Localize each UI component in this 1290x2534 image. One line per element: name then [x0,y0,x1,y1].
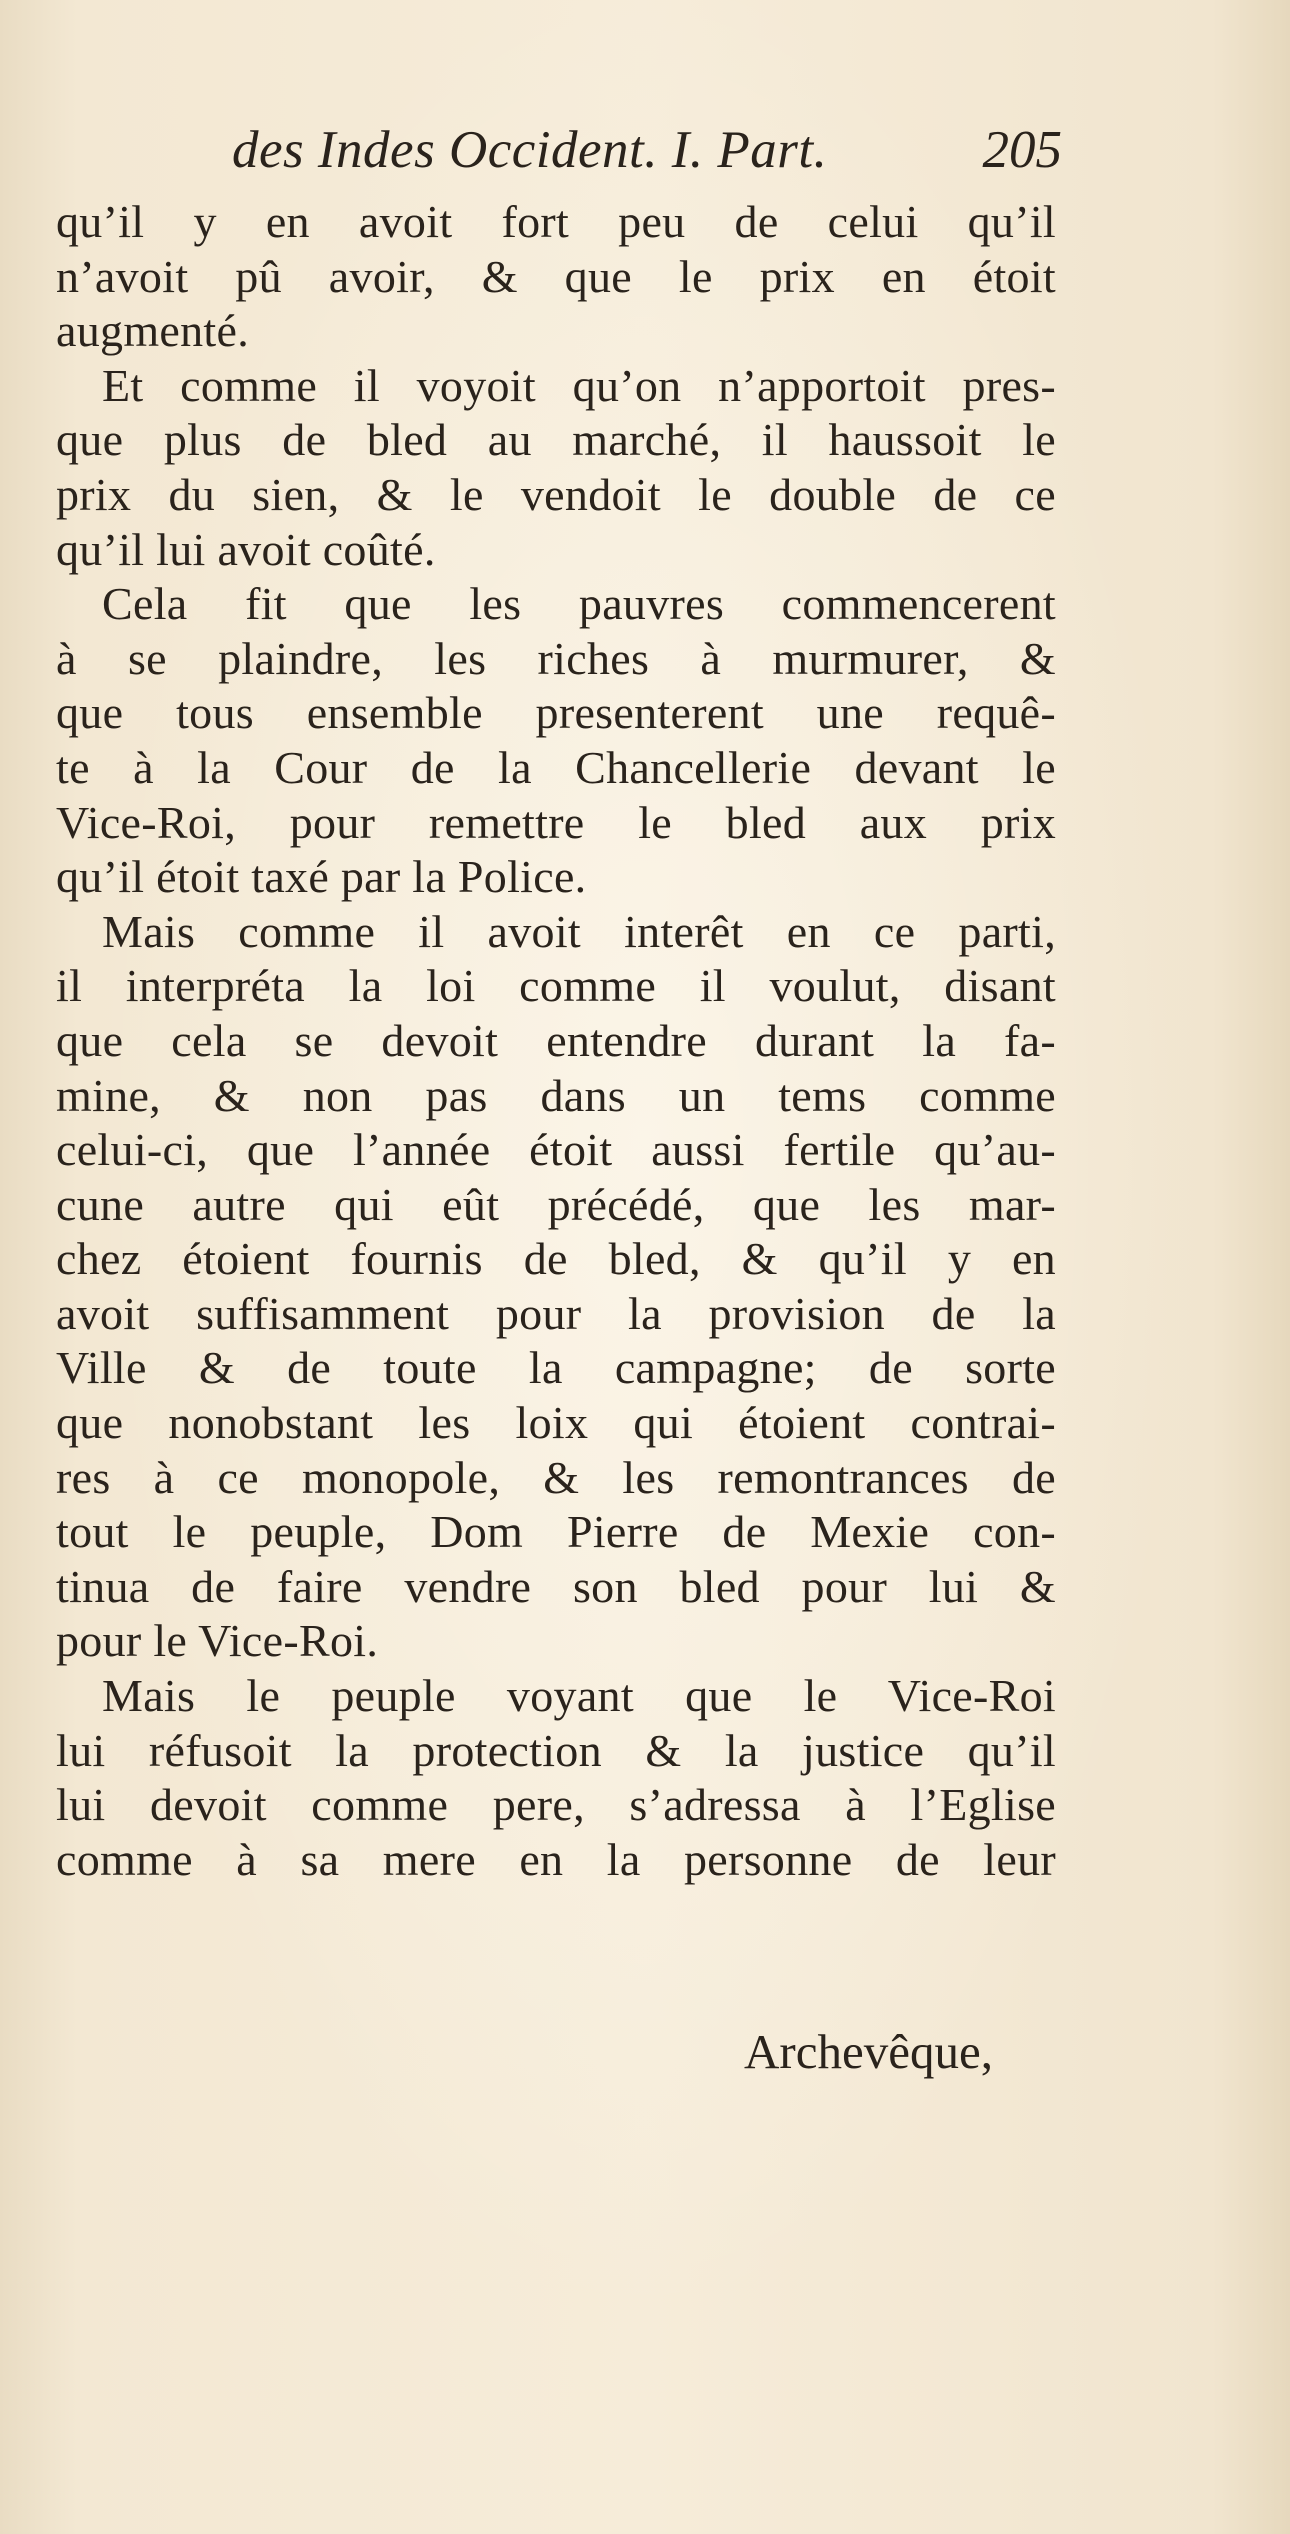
text-line: avoit suffisamment pour la provision de la [56,1287,1056,1339]
text-line: que tous ensemble presenterent une requê- [56,687,1056,739]
text-line: il interpréta la loi comme il voulut, disant [56,960,1056,1012]
catchword: Archevêque, [744,2024,993,2079]
text-line: te à la Cour de la Chancellerie devant le [56,741,1056,793]
text-line: qu’il lui avoit coûté. [56,523,436,575]
text-line: Ville & de toute la campagne; de sorte [56,1342,1056,1394]
text-line: prix du sien, & le vendoit le double de ce [56,468,1056,520]
text-line: chez étoient fournis de bled, & qu’il y en [56,1233,1056,1285]
text-line: Cela fit que les pauvres commencerent [102,578,1056,630]
text-line: augmenté. [56,305,250,357]
text-line: pour le Vice-Roi. [56,1615,379,1667]
text-line: lui réfusoit la protection & la justice qu’il [56,1724,1056,1776]
text-line: res à ce monopole, & les remontrances de [56,1451,1056,1503]
text-line: qu’il y en avoit fort peu de celui qu’il [56,196,1056,247]
text-line: tout le peuple, Dom Pierre de Mexie con- [56,1506,1056,1558]
page-header [232,120,1062,190]
text-line: que plus de bled au marché, il haussoit le [56,414,1056,466]
text-line: à se plaindre, les riches à murmurer, & [56,632,1056,684]
text-line: que nonobstant les loix qui étoient contrai- [56,1397,1056,1449]
text-line: que cela se devoit entendre durant la fa- [56,1014,1056,1066]
running-head: des Indes Occident. I. Part. [232,121,828,179]
text-line: qu’il étoit taxé par la Police. [56,851,587,903]
text-line: Et comme il voyoit qu’on n’apportoit pres- [102,359,1056,411]
text-line: tinua de faire vendre son bled pour lui & [56,1560,1056,1612]
text-line: cune autre qui eût précédé, que les mar- [56,1178,1056,1230]
text-line: n’avoit pû avoir, & que le prix en étoit [56,250,1056,302]
text-line: celui-ci, que l’année étoit aussi fertile qu’au- [56,1124,1056,1176]
text-line: comme à sa mere en la personne de leur [56,1833,1056,1885]
text-line: lui devoit comme pere, s’adressa à l’Eglise [56,1779,1056,1831]
body-text [56,195,1056,1887]
text-line: Mais comme il avoit interêt en ce parti, [102,905,1056,957]
text-line: Vice-Roi, pour remettre le bled aux prix [56,796,1056,848]
page-number: 205 [982,121,1062,179]
text-line: Mais le peuple voyant que le Vice-Roi [102,1670,1056,1722]
text-line: mine, & non pas dans un tems comme [56,1069,1056,1121]
